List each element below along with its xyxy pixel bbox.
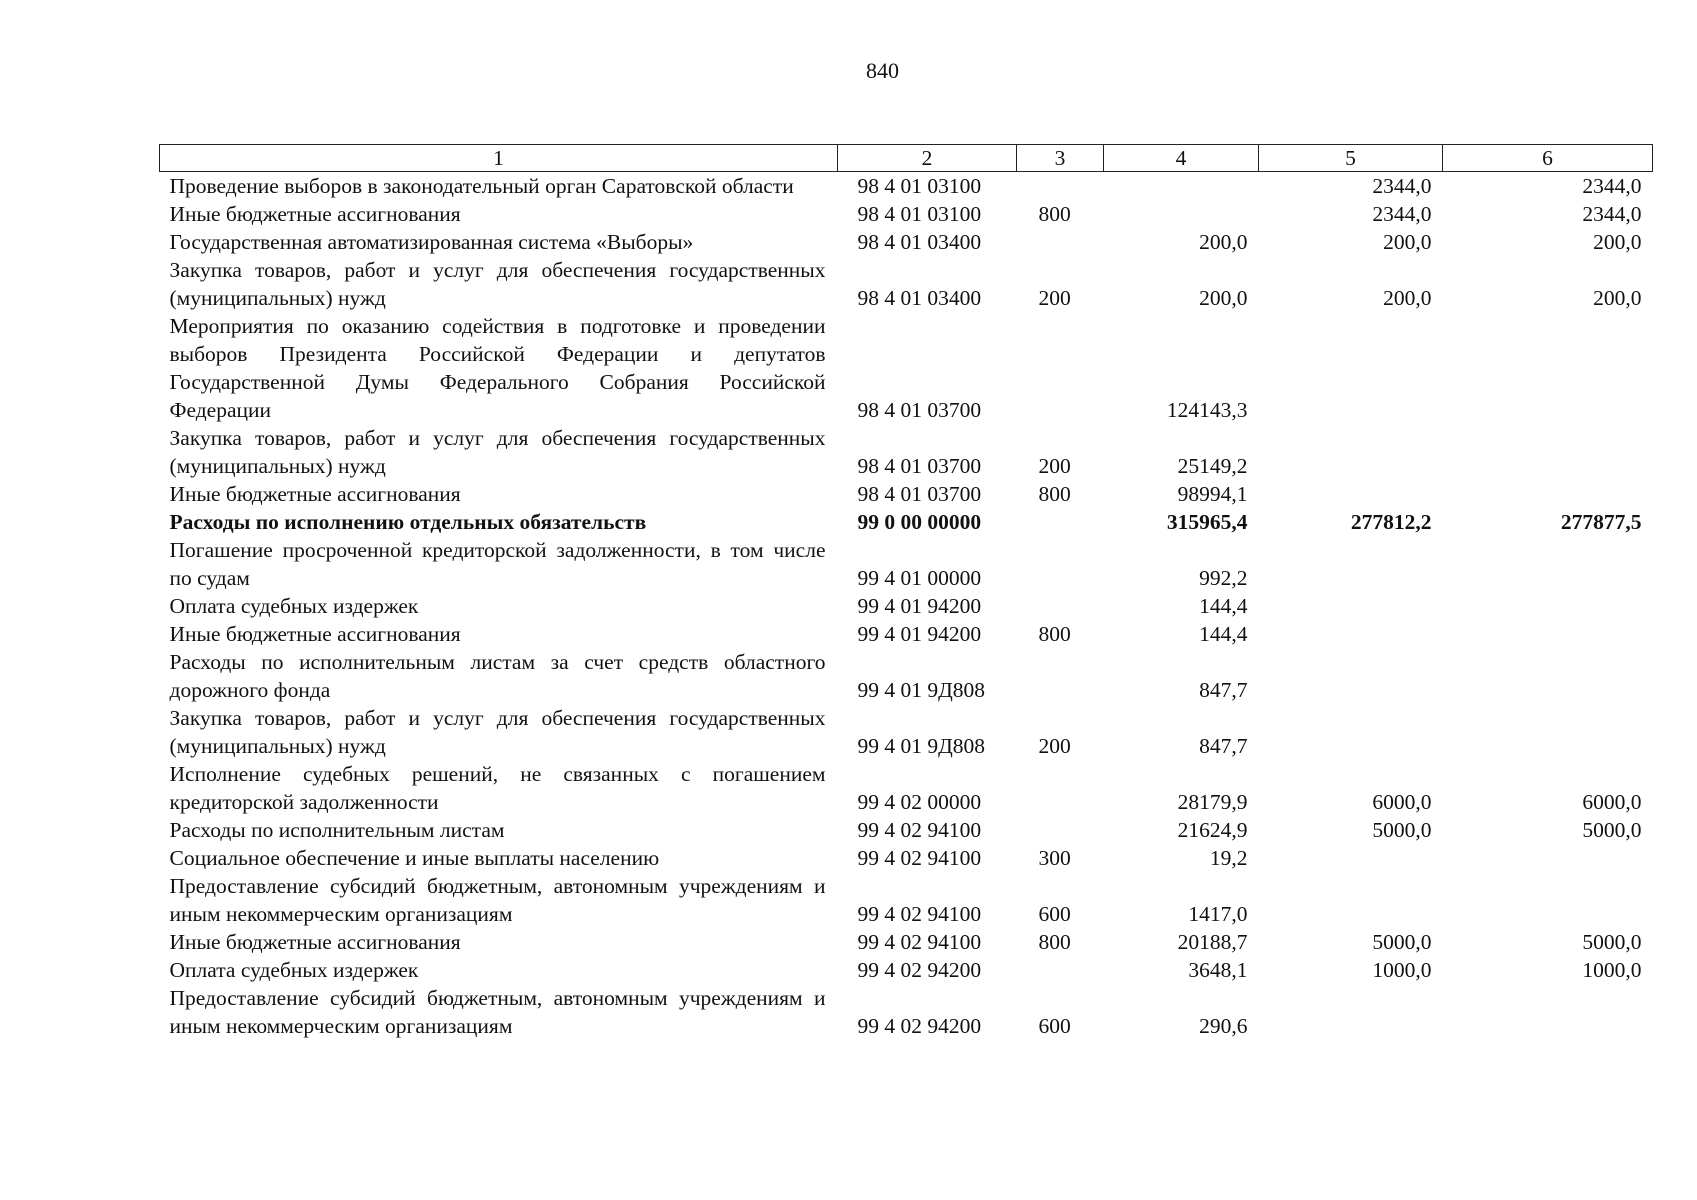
budget-table [159,144,1653,1040]
amount-col4-cell: 19,2 [1209,846,1248,870]
amount-col4-cell: 98994,1 [1177,482,1248,506]
table-row [160,760,1653,816]
row-name-cell: Закупка товаров, работ и услуг для обеспечения государственных (муниципальных) нужд [169,706,826,758]
table-row [160,480,1653,508]
row-name-cell: Мероприятия по оказанию содействия в подготовке и проведении выборов Президента Российской Федерации и депутатов Государственной Думы Федерального Собрания Российской Федерации [169,314,826,422]
amount-col4-cell: 20188,7 [1177,930,1248,954]
amount-col6-cell [1443,620,1653,648]
expense-type-cell: 800 [1038,482,1071,506]
row-name-cell: Иные бюджетные ассигнования [169,202,461,226]
target-article-code-cell: 99 4 02 94100 [857,930,982,954]
amount-col6-cell: 200,0 [1593,230,1642,254]
column-header-2: 2 [838,145,1017,172]
amount-col5-cell: 277812,2 [1350,510,1432,534]
row-name-cell: Иные бюджетные ассигнования [169,482,461,506]
expense-type-cell: 600 [1038,1014,1071,1038]
target-article-code-cell: 99 4 02 94200 [857,1014,982,1038]
amount-col6-cell: 5000,0 [1582,930,1642,954]
amount-col4-cell: 1417,0 [1188,902,1248,926]
table-row [160,872,1653,928]
amount-col5-cell [1259,620,1443,648]
amount-col6-cell: 2344,0 [1582,202,1642,226]
amount-col4-cell: 144,4 [1199,622,1248,646]
table-row [160,312,1653,424]
row-name-cell: Предоставление субсидий бюджетным, автономным учреждениям и иным некоммерческим организациям [169,874,826,926]
expense-type-cell [1017,648,1104,704]
table-row [160,704,1653,760]
page-number: 840 [866,58,899,83]
amount-col4-cell: 28179,9 [1177,790,1248,814]
amount-col5-cell [1259,984,1443,1040]
row-name-cell: Исполнение судебных решений, не связанных с погашением кредиторской задолженности [169,762,826,814]
expense-type-cell: 300 [1038,846,1071,870]
expense-type-cell [1017,312,1104,424]
target-article-code-cell: 98 4 01 03700 [857,482,982,506]
header-row [160,145,1653,172]
column-header-4: 4 [1104,145,1259,172]
amount-col4-cell: 992,2 [1199,566,1248,590]
table-row [160,536,1653,592]
row-name-cell: Расходы по исполнительным листам за счет средств областного дорожного фонда [169,650,826,702]
amount-col5-cell [1259,648,1443,704]
amount-col6-cell: 277877,5 [1560,510,1642,534]
target-article-code-cell: 99 4 01 9Д808 [857,678,986,702]
row-name-cell: Расходы по исполнительным листам [169,818,505,842]
target-article-code-cell: 98 4 01 03400 [857,230,982,254]
expense-type-cell [1017,508,1104,536]
amount-col6-cell: 5000,0 [1582,818,1642,842]
expense-type-cell [1017,592,1104,620]
row-name-cell: Иные бюджетные ассигнования [169,622,461,646]
table-row [160,424,1653,480]
table-row [160,984,1653,1040]
amount-col5-cell: 1000,0 [1372,958,1432,982]
row-name-cell: Оплата судебных издержек [169,594,419,618]
amount-col4-cell [1104,172,1259,201]
amount-col6-cell [1443,592,1653,620]
amount-col5-cell: 200,0 [1383,230,1432,254]
target-article-code-cell: 99 4 02 94100 [857,902,982,926]
expense-type-cell: 800 [1038,202,1071,226]
target-article-code-cell: 99 4 02 94200 [857,958,982,982]
amount-col6-cell: 1000,0 [1582,958,1642,982]
row-name-cell: Социальное обеспечение и иные выплаты населению [169,846,660,870]
amount-col5-cell: 2344,0 [1372,174,1432,198]
amount-col5-cell: 5000,0 [1372,930,1432,954]
amount-col5-cell [1259,872,1443,928]
expense-type-cell: 800 [1038,622,1071,646]
table-row [160,620,1653,648]
amount-col4-cell: 200,0 [1199,286,1248,310]
expense-type-cell: 200 [1038,286,1071,310]
amount-col4-cell: 144,4 [1199,594,1248,618]
column-header-6: 6 [1443,145,1653,172]
amount-col6-cell [1443,844,1653,872]
table-row [160,956,1653,984]
table-row [160,928,1653,956]
expense-type-cell [1017,956,1104,984]
expense-type-cell [1017,536,1104,592]
amount-col5-cell: 2344,0 [1372,202,1432,226]
row-name-cell: Государственная автоматизированная система «Выборы» [169,230,694,254]
amount-col6-cell [1443,424,1653,480]
amount-col4-cell: 847,7 [1199,734,1248,758]
row-name-cell: Расходы по исполнению отдельных обязательств [169,510,647,534]
amount-col5-cell [1259,424,1443,480]
amount-col6-cell: 2344,0 [1582,174,1642,198]
target-article-code-cell: 99 4 01 94200 [857,594,982,618]
amount-col6-cell [1443,648,1653,704]
table-row [160,256,1653,312]
table-row [160,648,1653,704]
amount-col5-cell [1259,844,1443,872]
amount-col4-cell: 200,0 [1199,230,1248,254]
amount-col6-cell [1443,704,1653,760]
amount-col6-cell [1443,984,1653,1040]
target-article-code-cell: 98 4 01 03100 [857,174,982,198]
amount-col6-cell [1443,872,1653,928]
amount-col4-cell: 315965,4 [1166,510,1248,534]
amount-col6-cell: 6000,0 [1582,790,1642,814]
amount-col4-cell: 21624,9 [1177,818,1248,842]
row-name-cell: Проведение выборов в законодательный орган Саратовской области [169,174,794,198]
target-article-code-cell: 98 4 01 03100 [857,202,982,226]
expense-type-cell [1017,760,1104,816]
column-header-1: 1 [160,145,838,172]
amount-col5-cell: 5000,0 [1372,818,1432,842]
column-header-5: 5 [1259,145,1443,172]
amount-col5-cell [1259,592,1443,620]
amount-col6-cell [1443,312,1653,424]
amount-col5-cell: 200,0 [1383,286,1432,310]
expense-type-cell: 200 [1038,454,1071,478]
expense-type-cell: 600 [1038,902,1071,926]
row-name-cell: Оплата судебных издержек [169,958,419,982]
expense-type-cell: 200 [1038,734,1071,758]
target-article-code-cell: 99 4 02 94100 [857,846,982,870]
target-article-code-cell: 98 4 01 03700 [857,398,982,422]
table-row [160,816,1653,844]
row-name-cell: Закупка товаров, работ и услуг для обеспечения государственных (муниципальных) нужд [169,426,826,478]
amount-col5-cell [1259,312,1443,424]
row-name-cell: Погашение просроченной кредиторской задолженности, в том числе по судам [169,538,826,590]
amount-col4-cell: 290,6 [1199,1014,1248,1038]
expense-type-cell [1017,816,1104,844]
amount-col5-cell [1259,480,1443,508]
row-name-cell: Предоставление субсидий бюджетным, автономным учреждениям и иным некоммерческим организациям [169,986,826,1038]
amount-col4-cell: 25149,2 [1177,454,1248,478]
table-row [160,844,1653,872]
amount-col6-cell [1443,480,1653,508]
amount-col5-cell [1259,536,1443,592]
amount-col4-cell [1104,200,1259,228]
row-name-cell: Иные бюджетные ассигнования [169,930,461,954]
target-article-code-cell: 99 4 01 00000 [857,566,982,590]
amount-col4-cell: 124143,3 [1166,398,1248,422]
target-article-code-cell: 99 4 01 9Д808 [857,734,986,758]
table-row [160,172,1653,201]
amount-col5-cell: 6000,0 [1372,790,1432,814]
expense-type-cell: 800 [1038,930,1071,954]
amount-col6-cell: 200,0 [1593,286,1642,310]
amount-col5-cell [1259,704,1443,760]
row-name-cell: Закупка товаров, работ и услуг для обеспечения государственных (муниципальных) нужд [169,258,826,310]
target-article-code-cell: 99 4 02 94100 [857,818,982,842]
target-article-code-cell: 99 4 01 94200 [857,622,982,646]
target-article-code-cell: 98 4 01 03700 [857,454,982,478]
column-header-3: 3 [1017,145,1104,172]
table-row [160,228,1653,256]
target-article-code-cell: 99 4 02 00000 [857,790,982,814]
table-row [160,200,1653,228]
amount-col4-cell: 847,7 [1199,678,1248,702]
table-body [160,172,1653,1041]
target-article-code-cell: 99 0 00 00000 [857,510,982,534]
expense-type-cell [1017,228,1104,256]
target-article-code-cell: 98 4 01 03400 [857,286,982,310]
expense-type-cell [1017,172,1104,201]
amount-col4-cell: 3648,1 [1188,958,1248,982]
table-row [160,508,1653,536]
amount-col6-cell [1443,536,1653,592]
table-row [160,592,1653,620]
